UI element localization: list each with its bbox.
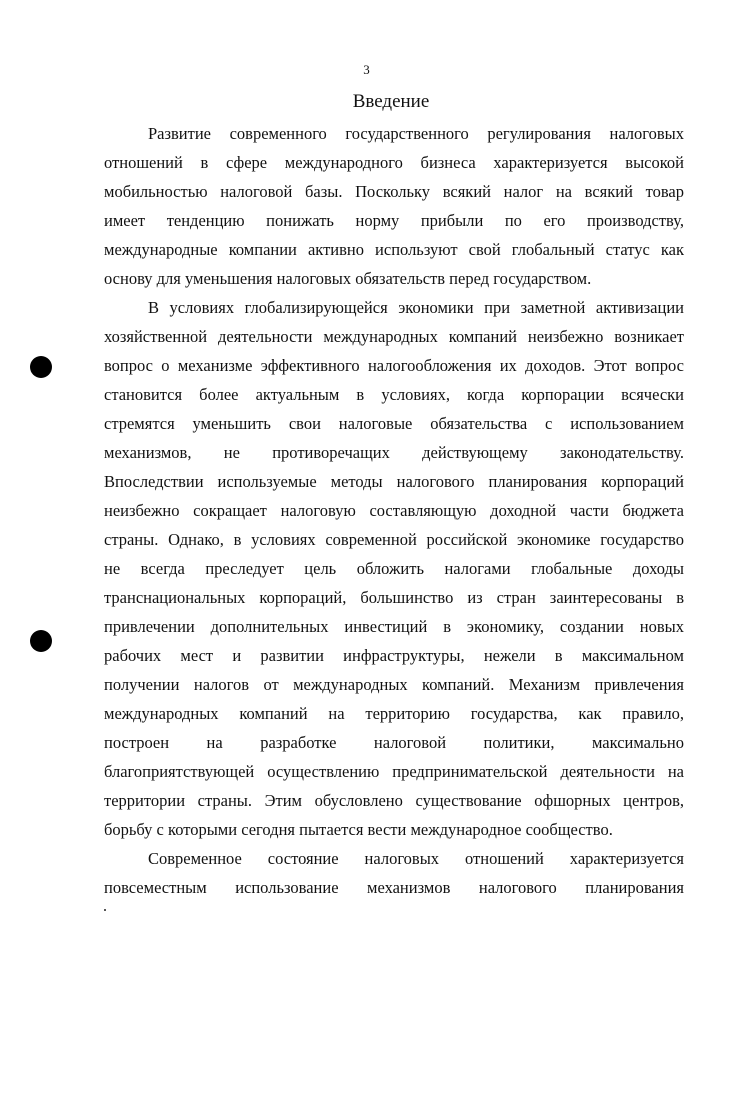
text-line: повсеместным использование механизмов налогового планирования [104,878,684,897]
text-line: международные компании активно используют свой глобальный статус как [104,240,684,259]
text-line: страны. Однако, в условиях современной российской экономике государство [104,530,684,549]
text-line: получении налогов от международных компаний. Механизм привлечения [104,675,684,694]
text-line: транснациональных корпораций, большинство из стран заинтересованы в [104,588,684,607]
text-line: вопрос о механизме эффективного налогообложения их доходов. Этот вопрос [104,356,684,375]
text-line: становится более актуальным в условиях, когда корпорации всячески [104,385,684,404]
text-line: имеет тенденцию понижать норму прибыли по его производству, [104,211,684,230]
text-line: международных компаний на территорию государства, как правило, [104,704,684,723]
text-line: основу для уменьшения налоговых обязательств перед государством. [104,269,592,288]
page-number: 3 [363,62,370,77]
text-line: не всегда преследует цель обложить налогами глобальные доходы [104,559,684,578]
binding-hole-top [30,356,52,378]
text-line: стремятся уменьшить свои налоговые обязательства с использованием [104,414,684,433]
page-title: Введение [352,91,430,112]
text-line: Развитие современного государственного регулирования налоговых [148,124,684,143]
text-line: территории страны. Этим обусловлено существование офшорных центров, [104,791,684,810]
text-line: Впоследствии используемые методы налогового планирования корпораций [104,472,684,491]
text-line: привлечении дополнительных инвестиций в экономику, создании новых [104,617,684,636]
scan-speck [104,909,106,911]
text-line: В условиях глобализирующейся экономики при заметной активизации [148,298,684,317]
text-line: хозяйственной деятельности международных компаний неизбежно возникает [104,327,684,346]
text-line: мобильностью налоговой базы. Поскольку всякий налог на всякий товар [104,182,684,201]
text-line: благоприятствующей осуществлению предпринимательской деятельности на [104,762,684,781]
text-line: механизмов, не противоречащих действующему законодательству. [104,443,684,462]
text-line: борьбу с которыми сегодня пытается вести международное сообщество. [104,820,613,839]
text-line: Современное состояние налоговых отношений характеризуется [148,849,684,868]
text-line: построен на разработке налоговой политики, максимально [104,733,684,752]
text-line: неизбежно сокращает налоговую составляющую доходной части бюджета [104,501,684,520]
text-line: отношений в сфере международного бизнеса характеризуется высокой [104,153,684,172]
binding-hole-bottom [30,630,52,652]
text-line: рабочих мест и развитии инфраструктуры, нежели в максимальном [104,646,684,665]
